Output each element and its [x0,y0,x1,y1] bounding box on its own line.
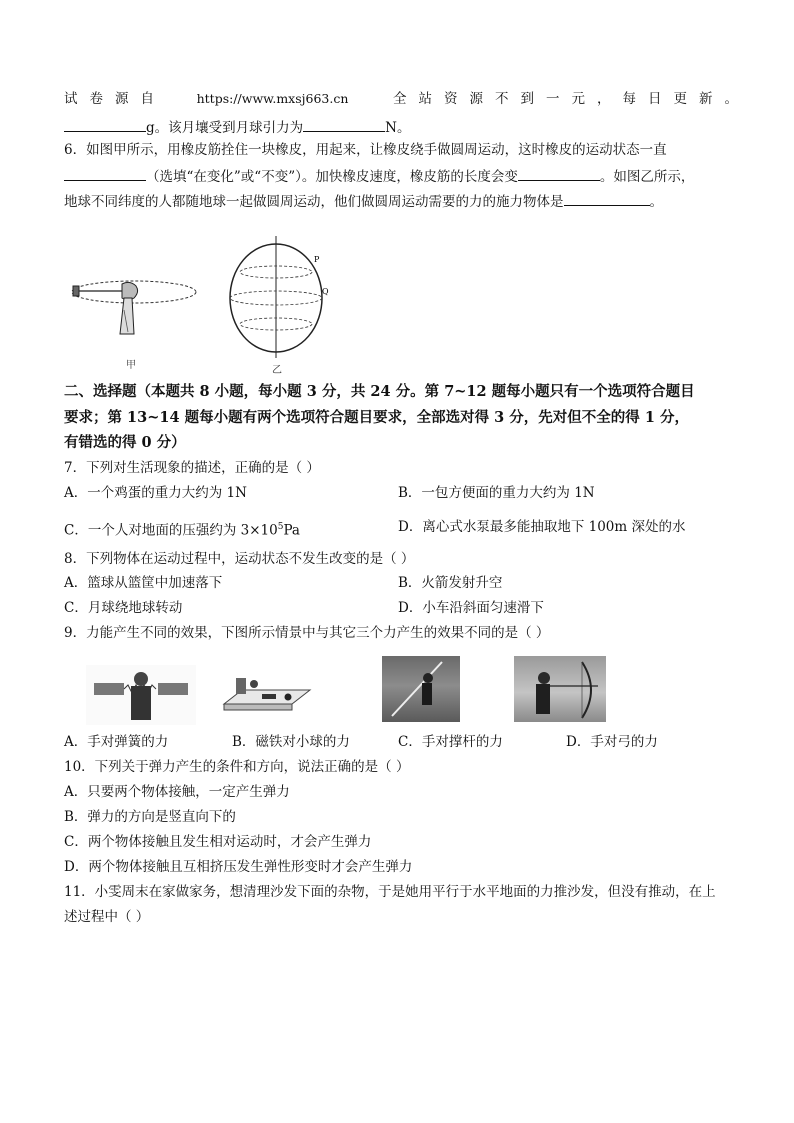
q10-option-d[interactable]: D．两个物体接触且互相挤压发生弹性形变时才会产生弹力 [64,859,413,875]
q9-option-d[interactable]: D．手对弓的力 [566,734,658,750]
q9-option-c[interactable]: C．手对撑杆的力 [398,734,503,750]
q6-line-1: 6．如图甲所示，用橡皮筋拴住一块橡皮，用起来，让橡皮绕手做圆周运动，这时橡皮的运动状态一直 [64,142,667,158]
section2-heading-1: 二、选择题（本题共 8 小题，每小题 3 分，共 24 分。第 7~12 题每小题只有一个选项符合题目 [64,383,695,400]
figure-jia-label: 甲 [126,360,136,371]
q7-option-a[interactable]: A．一个鸡蛋的重力大约为 1N [64,485,247,501]
figure-yi-earth [222,232,342,377]
q6-text-3b: 。 [649,194,663,210]
q9-image-c-pole-vault [382,656,460,722]
q8-option-d[interactable]: D．小车沿斜面匀速滑下 [398,600,544,616]
q5-text-1: g。该月壤受到月球引力为 [146,120,304,136]
figure-jia-rubber-circle [62,250,202,375]
q9-image-b-magnet [220,670,312,718]
q7-option-c-unit: Pa [283,522,300,539]
q6-text-3a: 地球不同纬度的人都随地球一起做圆周运动，他们做圆周运动需要的力的施力物体是 [64,194,564,210]
q11-line-2: 述过程中（ ） [64,909,150,925]
q10-option-b[interactable]: B．弹力的方向是竖直向下的 [64,809,236,825]
answer-blank[interactable] [64,166,146,181]
q11-line-1: 11．小雯周末在家做家务，想清理沙发下面的杂物，于是她用平行于水平地面的力推沙发，但没有推动，在上 [64,884,716,900]
answer-blank[interactable] [64,117,146,132]
q9-stem: 9．力能产生不同的效果，下图所示情景中与其它三个力产生的效果不同的是（ ） [64,625,550,641]
q7-option-d[interactable]: D．离心式水泵最多能抽取地下 100m 深处的水 [398,519,686,535]
figure-yi-label: 乙 [272,365,282,376]
q10-option-a[interactable]: A．只要两个物体接触，一定产生弹力 [64,784,290,800]
q7-option-c-exponent: 5 [277,522,284,532]
q7-option-c[interactable] [64,518,300,540]
point-q-label: Q [322,287,329,296]
q8-option-a[interactable]: A．篮球从篮筐中加速落下 [64,575,223,591]
q9-option-b[interactable]: B．磁铁对小球的力 [232,734,350,750]
q9-image-a-spring [86,665,196,725]
q7-stem: 7．下列对生活现象的描述，正确的是（ ） [64,460,320,476]
section2-heading-2: 要求；第 13~14 题每小题有两个选项符合题目要求，全部选对得 3 分，先对但不全的得 1 分， [64,409,689,426]
q6-text-2b: 。如图乙所示， [599,169,695,185]
answer-blank[interactable] [518,166,600,181]
q8-option-b[interactable]: B．火箭发射升空 [398,575,503,591]
q9-option-a[interactable]: A．手对弹簧的力 [64,734,169,750]
q10-option-c[interactable]: C．两个物体接触且发生相对运动时，才会产生弹力 [64,834,372,850]
q9-image-d-archery [514,656,606,722]
q5-text-2: N。 [385,120,411,136]
q5-continuation [64,117,410,137]
answer-blank[interactable] [564,191,650,206]
q8-option-c[interactable]: C．月球绕地球转动 [64,600,183,616]
q6-text-2a: （选填“在变化”或“不变”）。加快橡皮速度，橡皮筋的长度会变 [146,169,518,185]
source-url[interactable]: https://www.mxsj663.cn [196,91,349,106]
point-p-label: P [314,255,320,264]
source-header [64,90,750,108]
q6-line-2 [64,166,694,186]
answer-blank[interactable] [303,117,385,132]
source-prefix: 试卷源自 [64,91,166,107]
q7-option-b[interactable]: B．一包方便面的重力大约为 1N [398,485,595,501]
q8-stem: 8．下列物体在运动过程中，运动状态不发生改变的是（ ） [64,551,415,567]
q6-line-3 [64,191,663,211]
q10-stem: 10．下列关于弹力产生的条件和方向，说法正确的是（ ） [64,759,410,775]
source-slogan: 全站资源不到一元，每日更新。 [393,91,751,107]
q7-option-c-text: C．一个人对地面的压强约为 3×10 [64,522,278,539]
section2-heading-3: 有错选的得 0 分） [64,434,186,451]
